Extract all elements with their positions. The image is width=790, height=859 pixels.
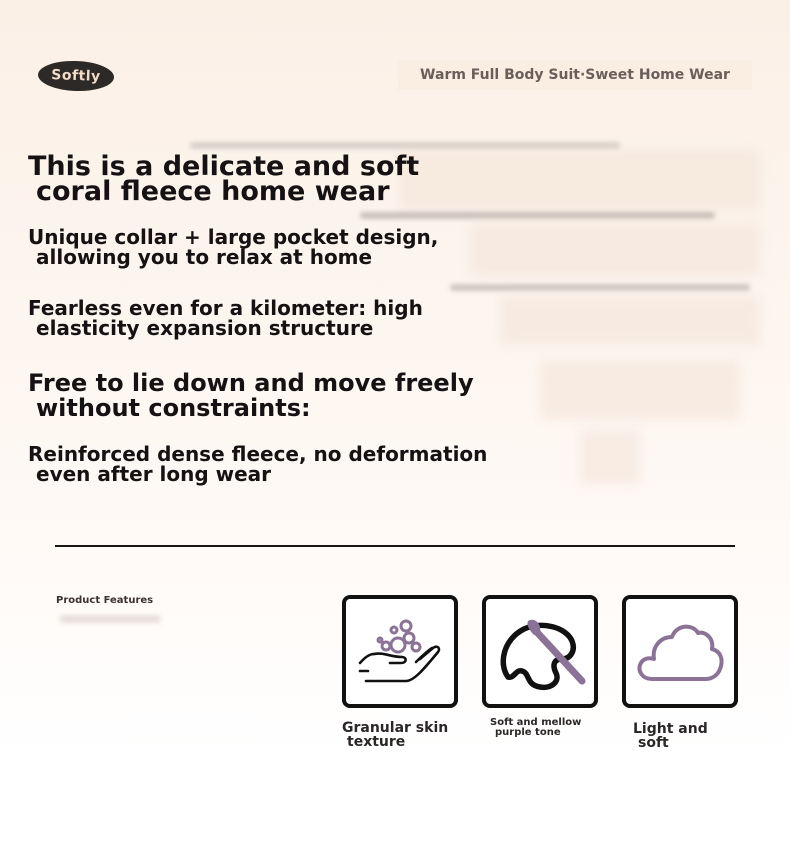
- feature-line: Reinforced dense fleece, no deformation: [28, 442, 488, 466]
- feature-icon-card: [482, 595, 598, 708]
- blurred-decorative-panel: [470, 224, 760, 276]
- feature-headline: [28, 151, 420, 207]
- caption-line: Granular skin: [342, 720, 449, 736]
- caption-line: Light and: [633, 721, 708, 737]
- feature-icon-card: [342, 595, 458, 708]
- feature-line: allowing you to relax at home: [36, 245, 373, 269]
- feature-text: [28, 227, 438, 267]
- blurred-decorative-line: [360, 212, 715, 219]
- feature-text: [28, 298, 423, 338]
- feature-caption: [633, 722, 708, 750]
- blurred-decorative-line: [60, 616, 160, 622]
- feature-headline: [28, 371, 474, 421]
- feature-line: even after long wear: [36, 462, 272, 486]
- feature-line: Free to lie down and move freely: [28, 369, 474, 397]
- cloud-icon: [626, 599, 734, 704]
- product-features-label: Product Features: [56, 595, 154, 606]
- blurred-decorative-panel: [580, 430, 640, 485]
- caption-line: Soft and mellow: [490, 717, 582, 728]
- caption-line: soft: [638, 735, 669, 751]
- feature-icon-card: [622, 595, 738, 708]
- paint-palette-icon: [486, 599, 594, 704]
- blurred-decorative-line: [190, 142, 620, 149]
- feature-caption: [342, 721, 448, 749]
- hand-bubbles-icon: [346, 599, 454, 704]
- brand-logo: [37, 60, 114, 93]
- feature-caption: [490, 718, 581, 738]
- feature-text: [28, 444, 487, 484]
- caption-line: purple tone: [495, 727, 561, 738]
- section-divider: [55, 545, 735, 547]
- blurred-decorative-panel: [540, 360, 740, 420]
- feature-line: without constraints:: [36, 394, 311, 422]
- brand-logo-text: Softly: [51, 67, 101, 85]
- feature-line: Unique collar + large pocket design,: [28, 225, 439, 249]
- caption-line: texture: [347, 734, 406, 750]
- blurred-decorative-line: [450, 284, 750, 291]
- feature-line: This is a delicate and soft: [28, 151, 420, 182]
- blurred-decorative-panel: [500, 296, 760, 346]
- feature-line: Fearless even for a kilometer: high: [28, 296, 423, 320]
- feature-line: coral fleece home wear: [36, 176, 390, 207]
- blurred-decorative-panel: [400, 150, 760, 210]
- feature-line: elasticity expansion structure: [36, 316, 374, 340]
- header-title: Warm Full Body Suit·Sweet Home Wear: [398, 60, 752, 90]
